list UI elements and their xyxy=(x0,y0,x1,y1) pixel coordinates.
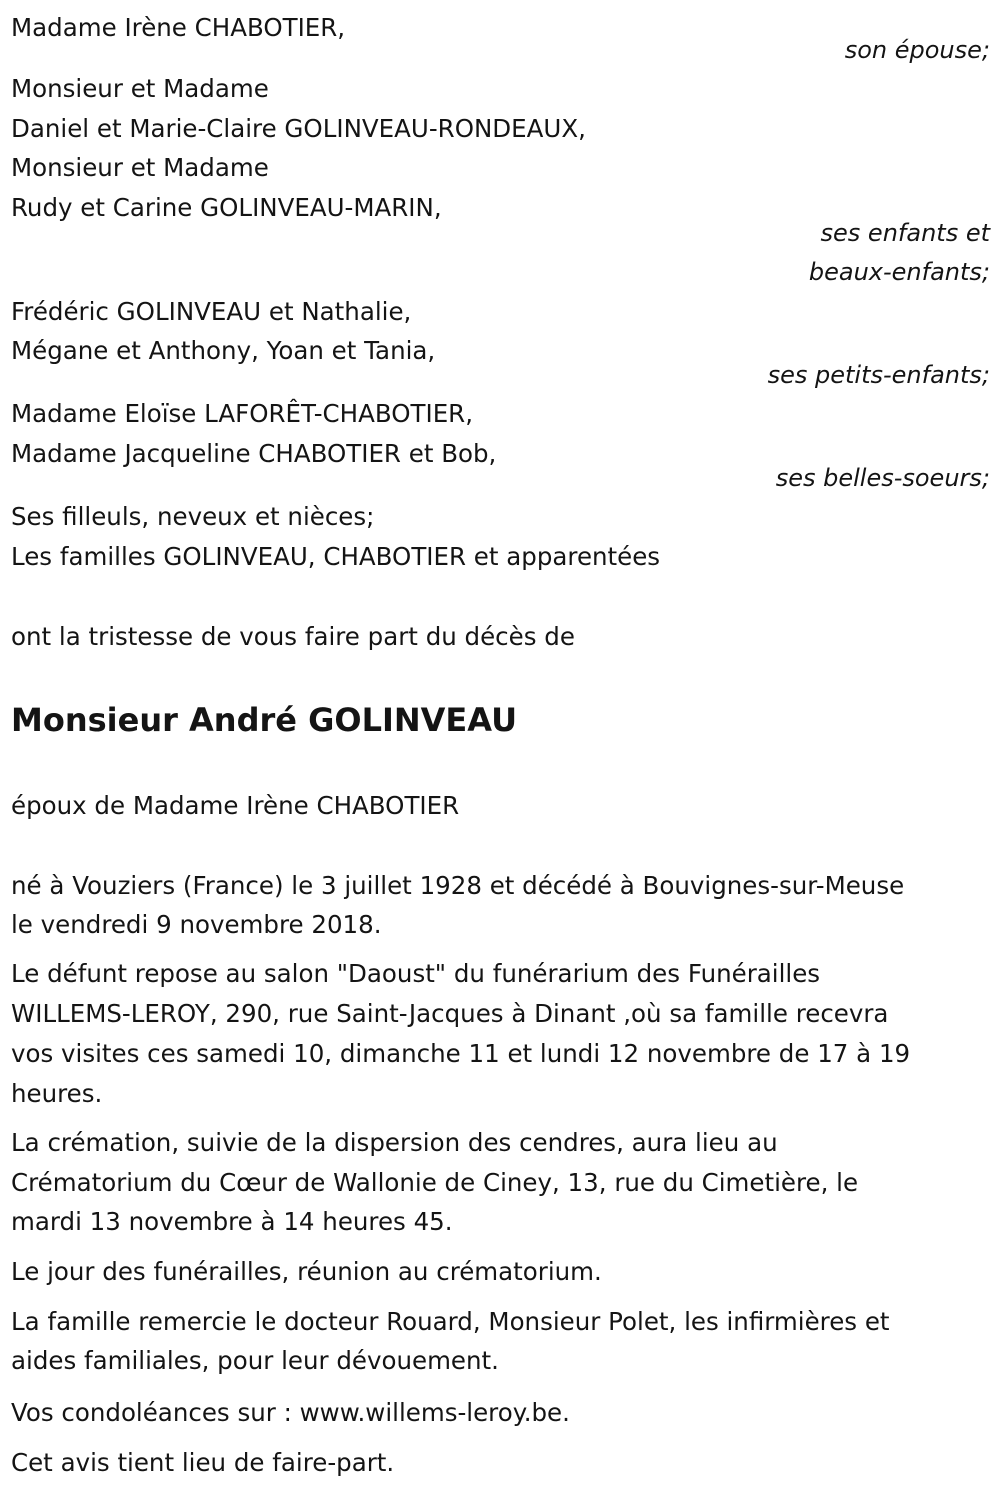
children-role: ses enfants et xyxy=(820,219,990,247)
notice-paragraph: Cet avis tient lieu de faire-part. xyxy=(11,1448,395,1477)
announcement: ont la tristesse de vous faire part du décès de xyxy=(11,622,575,651)
children-line: Daniel et Marie-Claire GOLINVEAU-RONDEAUX, xyxy=(11,114,586,143)
sisters-in-law-line: Madame Eloïse LAFORÊT-CHABOTIER, xyxy=(11,399,473,428)
condolences-paragraph: Vos condoléances sur : www.willems-leroy.be. xyxy=(11,1398,570,1427)
grandchildren-line: Frédéric GOLINVEAU et Nathalie, xyxy=(11,297,412,326)
paragraph-line: Le défunt repose au salon "Daoust" du funérarium des Funérailles xyxy=(11,959,821,988)
spouse-of: époux de Madame Irène CHABOTIER xyxy=(11,791,460,820)
paragraph-line: le vendredi 9 novembre 2018. xyxy=(11,910,382,939)
children-line: Monsieur et Madame xyxy=(11,153,269,182)
paragraph-line: vos visites ces samedi 10, dimanche 11 et lundi 12 novembre de 17 à 19 xyxy=(11,1039,911,1068)
paragraph-line: La crémation, suivie de la dispersion des cendres, aura lieu au xyxy=(11,1128,778,1157)
children-role: beaux-enfants; xyxy=(808,258,990,286)
paragraph-line: aides familiales, pour leur dévouement. xyxy=(11,1346,499,1375)
others-line: Ses filleuls, neveux et nièces; xyxy=(11,502,375,531)
paragraph-line: La famille remercie le docteur Rouard, Monsieur Polet, les infirmières et xyxy=(11,1307,890,1336)
paragraph-line: WILLEMS-LEROY, 290, rue Saint-Jacques à Dinant ,où sa famille recevra xyxy=(11,999,889,1028)
others-line: Les familles GOLINVEAU, CHABOTIER et apparentées xyxy=(11,542,661,571)
paragraph-line: heures. xyxy=(11,1079,103,1108)
grandchildren-role: ses petits-enfants; xyxy=(767,361,990,389)
spouse-role: son épouse; xyxy=(844,36,990,64)
sisters-in-law-line: Madame Jacqueline CHABOTIER et Bob, xyxy=(11,439,497,468)
deceased-name: Monsieur André GOLINVEAU xyxy=(11,701,518,739)
sisters-in-law-role: ses belles-soeurs; xyxy=(775,464,990,492)
grandchildren-line: Mégane et Anthony, Yoan et Tania, xyxy=(11,336,436,365)
spouse-line: Madame Irène CHABOTIER, xyxy=(11,13,346,42)
paragraph-line: Crématorium du Cœur de Wallonie de Ciney, 13, rue du Cimetière, le xyxy=(11,1168,859,1197)
children-line: Monsieur et Madame xyxy=(11,74,269,103)
paragraph-line: né à Vouziers (France) le 3 juillet 1928 et décédé à Bouvignes-sur-Meuse xyxy=(11,871,905,900)
meeting-paragraph: Le jour des funérailles, réunion au crématorium. xyxy=(11,1257,602,1286)
children-line: Rudy et Carine GOLINVEAU-MARIN, xyxy=(11,193,442,222)
paragraph-line: mardi 13 novembre à 14 heures 45. xyxy=(11,1207,453,1236)
